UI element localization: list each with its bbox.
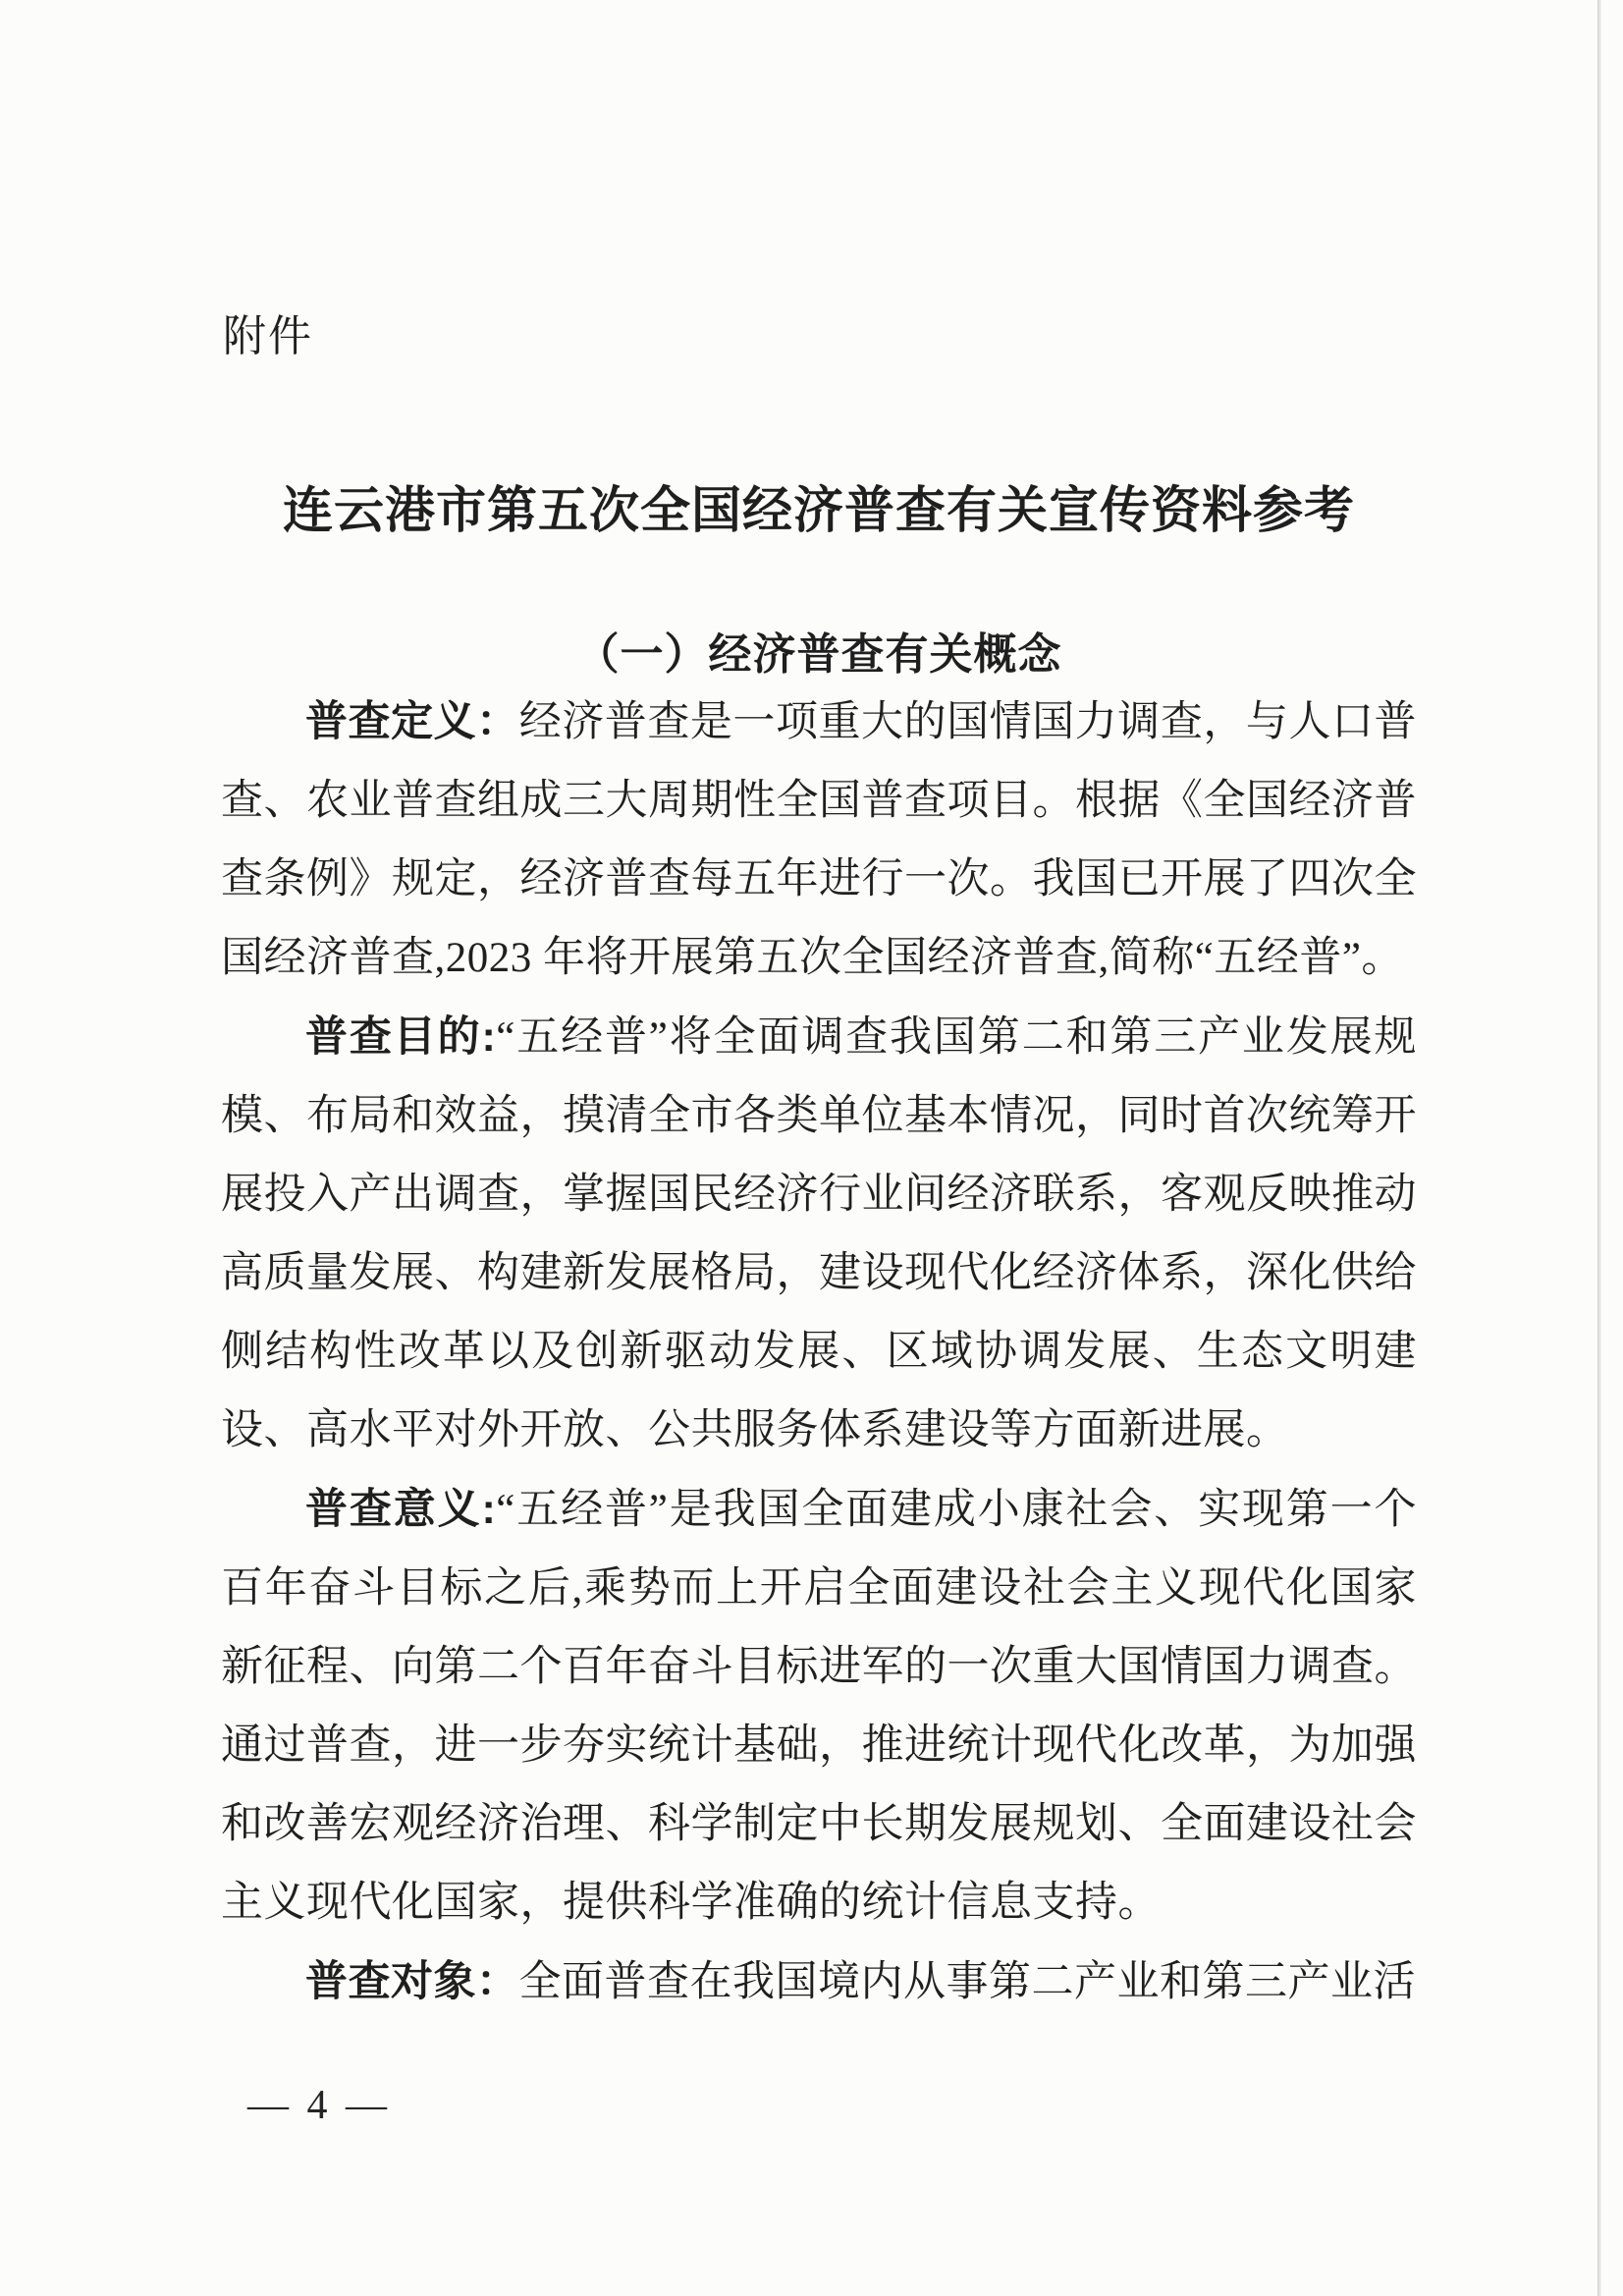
paragraph-census-subjects [221,1942,1417,2022]
document-body [221,683,1417,2022]
page-number: 4 [306,2083,332,2128]
footer-dash-right: — [346,2083,391,2128]
scan-edge-shadow [1597,0,1601,2296]
paragraph-text: “五经普”是我国全面建成小康社会、实现第一个百年奋斗目标之后,乘势而上开启全面建设社会主义现代化国家新征程、向第二个百年奋斗目标进军的一次重大国情国力调查。通过普查，进一步夯实统计基础，推进统计现代化改革，为加强和改善宏观经济治理、科学制定中长期发展规划、全面建设社会主义现代化国家，提供科学准确的统计信息支持。 [221,1487,1418,1926]
paragraph-text: 经济普查是一项重大的国情国力调查，与人口普查、农业普查组成三大周期性全国普查项目。根据《全国经济普查条例》规定，经济普查每五年进行一次。我国已开展了四次全国经济普查,2023 年将开展第五次全国经济普查,简称“五经普”。 [221,699,1418,981]
paragraph-census-significance [221,1470,1417,1942]
page-footer [247,2082,391,2129]
section-heading: （一）经济普查有关概念 [575,629,1062,679]
document-title: 连云港市第五次全国经济普查有关宣传资料参考 [282,484,1355,540]
paragraph-text: “五经普”将全面调查我国第二和第三产业发展规模、布局和效益，摸清全市各类单位基本情况，同时首次统筹开展投入产出调查，掌握国民经济行业间经济联系，客观反映推动高质量发展、构建新发展格局，建设现代化经济体系，深化供给侧结构性改革以及创新驱动发展、区域协调发展、生态文明建设、高水平对外开放、公共服务体系建设等方面新进展。 [221,1014,1418,1453]
paragraph-lead-in: 普查意义: [305,1486,497,1533]
paragraph-lead-in: 普查定义： [305,698,519,745]
paragraph-census-purpose [221,998,1417,1470]
paragraph-lead-in: 普查目的: [305,1013,497,1061]
paragraph-text: 全面普查在我国境内从事第二产业和第三产业活 [518,1959,1416,2005]
footer-dash-left: — [247,2083,293,2128]
paragraph-census-definition [221,683,1417,998]
attachment-label: 附件 [223,312,313,360]
paragraph-lead-in: 普查对象： [305,1958,519,2005]
